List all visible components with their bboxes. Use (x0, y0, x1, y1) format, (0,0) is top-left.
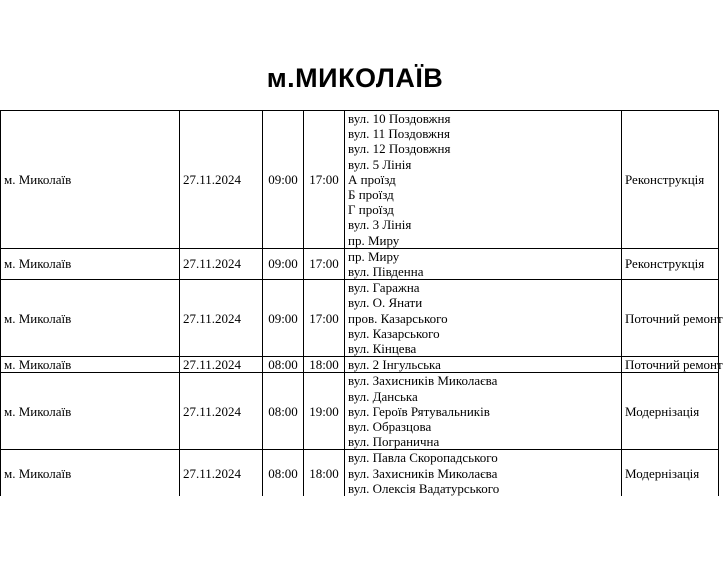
street-name: вул. Південна (348, 264, 424, 280)
date-cell: 27.11.2024 (180, 357, 263, 373)
street-name: Г проїзд (348, 202, 394, 218)
end-time-cell: 17:00 (304, 280, 345, 357)
streets-cell (345, 373, 622, 450)
streets-cell (345, 248, 622, 279)
street-name: вул. 2 Інгульська (348, 357, 441, 373)
start-time-cell: 09:00 (263, 111, 304, 249)
table-row (1, 357, 719, 373)
street-name: вул. 12 Поздовжня (348, 141, 451, 157)
streets-cell (345, 111, 622, 249)
start-time-cell: 09:00 (263, 280, 304, 357)
end-time-cell: 19:00 (304, 373, 345, 450)
street-name: вул. 3 Лінія (348, 217, 412, 233)
work-type-cell: Модернізація (622, 373, 719, 450)
street-name: пр. Миру (348, 248, 400, 264)
street-name: вул. Кінцева (348, 341, 417, 357)
street-name: пров. Казарського (348, 310, 448, 326)
outage-schedule-table (0, 110, 723, 496)
end-time-cell: 18:00 (304, 450, 345, 496)
street-name: вул. О. Янати (348, 295, 423, 311)
city-cell: м. Миколаїв (1, 357, 180, 373)
table-row (1, 248, 719, 279)
streets-cell (345, 280, 622, 357)
work-type-cell: Реконструкція (622, 248, 719, 279)
start-time-cell: 08:00 (263, 373, 304, 450)
city-cell: м. Миколаїв (1, 111, 180, 249)
street-name: пр. Миру (348, 232, 400, 248)
street-name: вул. 5 Лінія (348, 156, 412, 172)
work-type-cell: Поточний ремонт (622, 357, 719, 373)
end-time-cell: 17:00 (304, 248, 345, 279)
start-time-cell: 08:00 (263, 357, 304, 373)
city-cell: м. Миколаїв (1, 373, 180, 450)
streets-cell (345, 450, 622, 496)
street-name: вул. Героїв Рятувальників (348, 403, 490, 419)
street-name: вул. Гаражна (348, 280, 420, 296)
end-time-cell: 18:00 (304, 357, 345, 373)
start-time-cell: 08:00 (263, 450, 304, 496)
table-row (1, 111, 719, 249)
street-name: вул. Казарського (348, 325, 440, 341)
start-time-cell: 09:00 (263, 248, 304, 279)
date-cell: 27.11.2024 (180, 450, 263, 496)
street-name: вул. Олексія Вадатурського (348, 480, 500, 496)
streets-cell (345, 357, 622, 373)
date-cell: 27.11.2024 (180, 111, 263, 249)
street-name: вул. Данська (348, 388, 418, 404)
street-name: вул. Погранична (348, 434, 440, 450)
date-cell: 27.11.2024 (180, 373, 263, 450)
street-name: вул. Захисників Миколаєва (348, 373, 498, 389)
table-row (1, 373, 719, 450)
city-cell: м. Миколаїв (1, 280, 180, 357)
date-cell: 27.11.2024 (180, 280, 263, 357)
schedule-table-body (1, 111, 723, 497)
work-type-cell: Модернізація (622, 450, 719, 496)
street-name: вул. Образцова (348, 419, 432, 435)
city-cell: м. Миколаїв (1, 248, 180, 279)
street-name: вул. Захисників Миколаєва (348, 465, 498, 481)
page-title: м.МИКОЛАЇВ (266, 63, 444, 93)
street-name: Б проїзд (348, 187, 394, 203)
date-cell: 27.11.2024 (180, 248, 263, 279)
street-name: вул. 11 Поздовжня (348, 126, 450, 142)
table-row (1, 450, 719, 496)
street-name: вул. 10 Поздовжня (348, 111, 451, 126)
end-time-cell: 17:00 (304, 111, 345, 249)
city-cell: м. Миколаїв (1, 450, 180, 496)
work-type-cell: Реконструкція (622, 111, 719, 249)
street-name: А проїзд (348, 171, 396, 187)
street-name: вул. Павла Скоропадського (348, 450, 498, 466)
table-row (1, 280, 719, 357)
work-type-cell: Поточний ремонт (622, 280, 719, 357)
